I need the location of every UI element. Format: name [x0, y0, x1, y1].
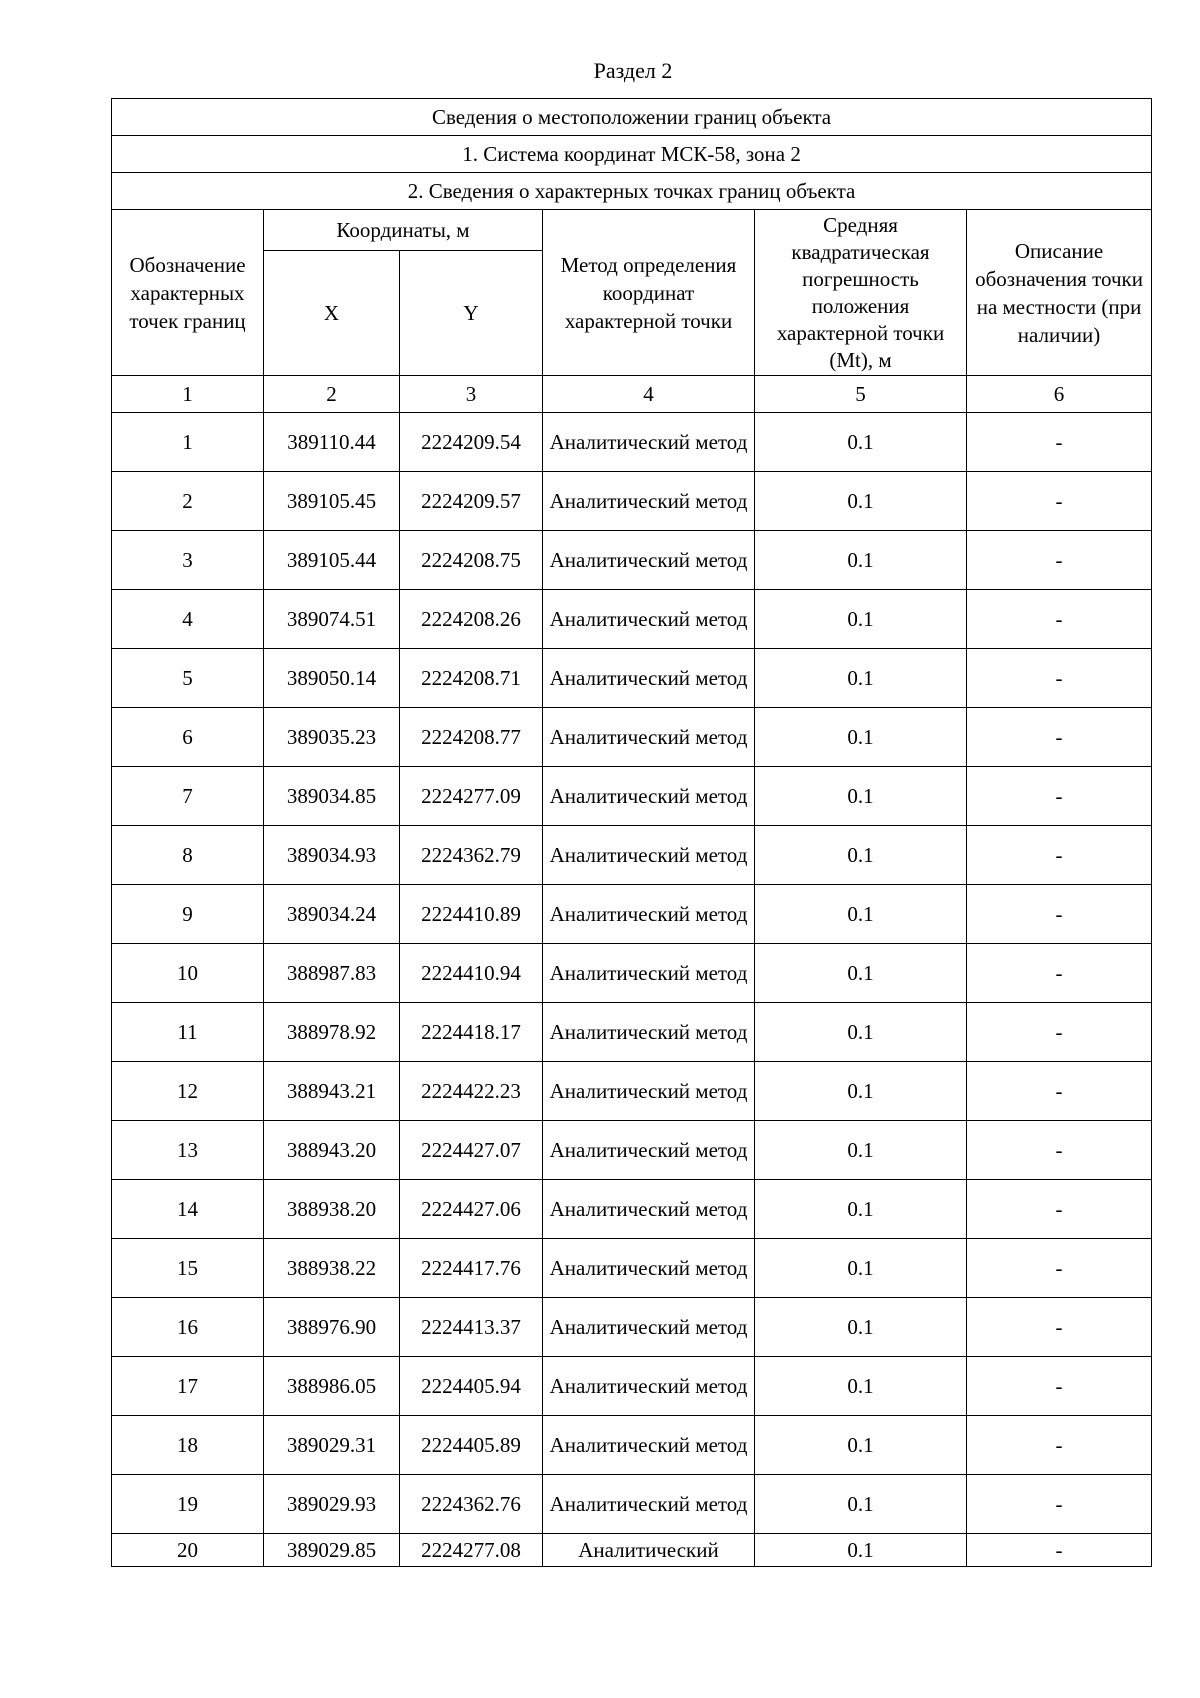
table-row [112, 767, 1152, 826]
table-row [112, 885, 1152, 944]
point-number-cell: 18 [112, 1416, 264, 1475]
table-title: Сведения о местоположении границ объекта [112, 99, 1152, 136]
error-cell: 0.1 [755, 944, 967, 1003]
y-coordinate-cell: 2224209.57 [400, 472, 543, 531]
error-cell: 0.1 [755, 531, 967, 590]
method-cell: Аналитический метод [543, 1121, 755, 1180]
table-row [112, 1239, 1152, 1298]
point-number-cell: 14 [112, 1180, 264, 1239]
description-cell: - [967, 1357, 1152, 1416]
y-coordinate-cell: 2224277.08 [400, 1534, 543, 1567]
point-number-cell: 13 [112, 1121, 264, 1180]
error-cell: 0.1 [755, 885, 967, 944]
description-cell: - [967, 1239, 1152, 1298]
table-row [112, 1298, 1152, 1357]
table-row [112, 531, 1152, 590]
boundary-coordinates-table [111, 98, 1152, 1567]
coordinate-system: 1. Система координат МСК-58, зона 2 [112, 136, 1152, 173]
method-cell: Аналитический метод [543, 1298, 755, 1357]
x-coordinate-cell: 389050.14 [264, 649, 400, 708]
table-row [112, 944, 1152, 1003]
description-cell: - [967, 1298, 1152, 1357]
header-mean-square-error: Средняя квадратическая погрешность положения характерной точки (Mt), м [755, 210, 967, 376]
point-number-cell: 1 [112, 413, 264, 472]
x-coordinate-cell: 389074.51 [264, 590, 400, 649]
table-row [112, 826, 1152, 885]
header-point-description: Описание обозначения точки на местности (при наличии) [967, 210, 1152, 376]
method-cell: Аналитический метод [543, 1239, 755, 1298]
error-cell: 0.1 [755, 1121, 967, 1180]
table-row [112, 708, 1152, 767]
error-cell: 0.1 [755, 826, 967, 885]
x-coordinate-cell: 389034.85 [264, 767, 400, 826]
description-cell: - [967, 1003, 1152, 1062]
method-cell: Аналитический метод [543, 531, 755, 590]
error-cell: 0.1 [755, 1239, 967, 1298]
section-title: Раздел 2 [593, 58, 673, 83]
point-number-cell: 5 [112, 649, 264, 708]
x-coordinate-cell: 388986.05 [264, 1357, 400, 1416]
header-method: Метод определения координат характерной точки [543, 210, 755, 376]
method-cell: Аналитический метод [543, 1416, 755, 1475]
y-coordinate-cell: 2224208.75 [400, 531, 543, 590]
points-section-title: 2. Сведения о характерных точках границ объекта [112, 173, 1152, 210]
description-cell: - [967, 1062, 1152, 1121]
description-cell: - [967, 1180, 1152, 1239]
table-row [112, 1534, 1152, 1567]
description-cell: - [967, 413, 1152, 472]
method-cell: Аналитический метод [543, 1180, 755, 1239]
header-y: Y [400, 251, 543, 376]
point-number-cell: 8 [112, 826, 264, 885]
table-row [112, 1180, 1152, 1239]
method-cell: Аналитический метод [543, 1475, 755, 1534]
method-cell: Аналитический метод [543, 649, 755, 708]
description-cell: - [967, 767, 1152, 826]
description-cell: - [967, 472, 1152, 531]
error-cell: 0.1 [755, 1003, 967, 1062]
point-number-cell: 20 [112, 1534, 264, 1567]
y-coordinate-cell: 2224277.09 [400, 767, 543, 826]
x-coordinate-cell: 389105.45 [264, 472, 400, 531]
description-cell: - [967, 885, 1152, 944]
column-number: 1 [112, 376, 264, 413]
method-cell: Аналитический метод [543, 1357, 755, 1416]
description-cell: - [967, 1121, 1152, 1180]
method-cell: Аналитический метод [543, 590, 755, 649]
column-number: 5 [755, 376, 967, 413]
table-row [112, 1121, 1152, 1180]
point-number-cell: 19 [112, 1475, 264, 1534]
method-cell: Аналитический метод [543, 885, 755, 944]
table-row [112, 413, 1152, 472]
x-coordinate-cell: 389105.44 [264, 531, 400, 590]
column-number: 3 [400, 376, 543, 413]
point-number-cell: 7 [112, 767, 264, 826]
x-coordinate-cell: 389110.44 [264, 413, 400, 472]
method-cell: Аналитический метод [543, 944, 755, 1003]
x-coordinate-cell: 388938.22 [264, 1239, 400, 1298]
point-number-cell: 3 [112, 531, 264, 590]
x-coordinate-cell: 389029.93 [264, 1475, 400, 1534]
y-coordinate-cell: 2224418.17 [400, 1003, 543, 1062]
description-cell: - [967, 649, 1152, 708]
x-coordinate-cell: 388987.83 [264, 944, 400, 1003]
x-coordinate-cell: 388976.90 [264, 1298, 400, 1357]
method-cell: Аналитический метод [543, 826, 755, 885]
y-coordinate-cell: 2224413.37 [400, 1298, 543, 1357]
method-cell: Аналитический метод [543, 1062, 755, 1121]
x-coordinate-cell: 389029.31 [264, 1416, 400, 1475]
table-row [112, 472, 1152, 531]
error-cell: 0.1 [755, 1357, 967, 1416]
error-cell: 0.1 [755, 1180, 967, 1239]
error-cell: 0.1 [755, 767, 967, 826]
method-cell: Аналитический метод [543, 767, 755, 826]
table-row [112, 1003, 1152, 1062]
point-number-cell: 9 [112, 885, 264, 944]
error-cell: 0.1 [755, 708, 967, 767]
y-coordinate-cell: 2224417.76 [400, 1239, 543, 1298]
point-number-cell: 10 [112, 944, 264, 1003]
x-coordinate-cell: 389029.85 [264, 1534, 400, 1567]
y-coordinate-cell: 2224208.26 [400, 590, 543, 649]
header-point-designation: Обозначение характерных точек границ [112, 210, 264, 376]
method-cell: Аналитический метод [543, 1003, 755, 1062]
y-coordinate-cell: 2224209.54 [400, 413, 543, 472]
y-coordinate-cell: 2224405.94 [400, 1357, 543, 1416]
error-cell: 0.1 [755, 1416, 967, 1475]
x-coordinate-cell: 389034.93 [264, 826, 400, 885]
error-cell: 0.1 [755, 1298, 967, 1357]
header-coordinates: Координаты, м [264, 210, 543, 251]
error-cell: 0.1 [755, 1534, 967, 1567]
y-coordinate-cell: 2224427.06 [400, 1180, 543, 1239]
description-cell: - [967, 590, 1152, 649]
description-cell: - [967, 708, 1152, 767]
point-number-cell: 17 [112, 1357, 264, 1416]
description-cell: - [967, 944, 1152, 1003]
method-cell: Аналитический [543, 1534, 755, 1567]
y-coordinate-cell: 2224427.07 [400, 1121, 543, 1180]
x-coordinate-cell: 389034.24 [264, 885, 400, 944]
y-coordinate-cell: 2224405.89 [400, 1416, 543, 1475]
table-row [112, 1062, 1152, 1121]
x-coordinate-cell: 388943.21 [264, 1062, 400, 1121]
point-number-cell: 4 [112, 590, 264, 649]
y-coordinate-cell: 2224208.71 [400, 649, 543, 708]
y-coordinate-cell: 2224422.23 [400, 1062, 543, 1121]
description-cell: - [967, 1534, 1152, 1567]
description-cell: - [967, 1416, 1152, 1475]
x-coordinate-cell: 389035.23 [264, 708, 400, 767]
y-coordinate-cell: 2224362.76 [400, 1475, 543, 1534]
method-cell: Аналитический метод [543, 472, 755, 531]
y-coordinate-cell: 2224410.89 [400, 885, 543, 944]
x-coordinate-cell: 388943.20 [264, 1121, 400, 1180]
point-number-cell: 12 [112, 1062, 264, 1121]
y-coordinate-cell: 2224410.94 [400, 944, 543, 1003]
method-cell: Аналитический метод [543, 708, 755, 767]
error-cell: 0.1 [755, 590, 967, 649]
table-row [112, 1357, 1152, 1416]
point-number-cell: 15 [112, 1239, 264, 1298]
x-coordinate-cell: 388938.20 [264, 1180, 400, 1239]
table-row [112, 1416, 1152, 1475]
column-number: 6 [967, 376, 1152, 413]
point-number-cell: 11 [112, 1003, 264, 1062]
error-cell: 0.1 [755, 1475, 967, 1534]
error-cell: 0.1 [755, 1062, 967, 1121]
error-cell: 0.1 [755, 413, 967, 472]
column-number: 4 [543, 376, 755, 413]
table-row [112, 1475, 1152, 1534]
column-numbers-row [112, 376, 1152, 413]
error-cell: 0.1 [755, 649, 967, 708]
table-row [112, 590, 1152, 649]
header-x: X [264, 251, 400, 376]
point-number-cell: 6 [112, 708, 264, 767]
column-number: 2 [264, 376, 400, 413]
method-cell: Аналитический метод [543, 413, 755, 472]
point-number-cell: 2 [112, 472, 264, 531]
description-cell: - [967, 826, 1152, 885]
x-coordinate-cell: 388978.92 [264, 1003, 400, 1062]
table-row [112, 649, 1152, 708]
description-cell: - [967, 531, 1152, 590]
description-cell: - [967, 1475, 1152, 1534]
y-coordinate-cell: 2224362.79 [400, 826, 543, 885]
error-cell: 0.1 [755, 472, 967, 531]
y-coordinate-cell: 2224208.77 [400, 708, 543, 767]
point-number-cell: 16 [112, 1298, 264, 1357]
